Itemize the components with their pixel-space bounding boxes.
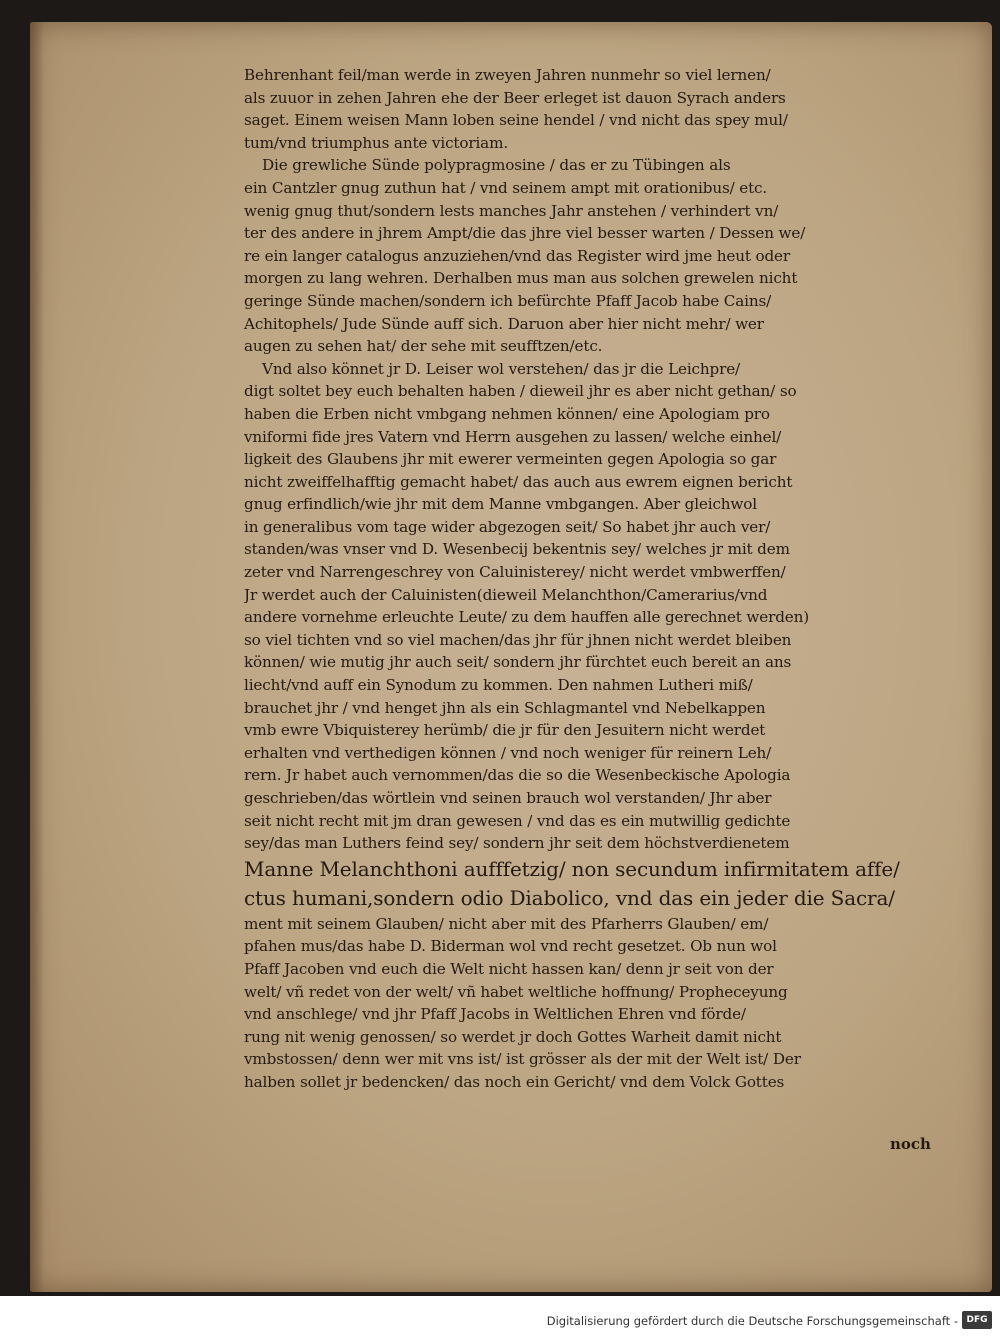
text-line: ment mit seinem Glauben/ nicht aber mit des Pfarherrs Glauben/ em/	[244, 914, 769, 933]
text-line: geringe Sünde machen/sondern ich befürchte Pfaff Jacob habe Cains/	[244, 291, 772, 310]
text-line: nicht zweiffelhafftig gemacht habet/ das auch aus ewrem eignen bericht	[244, 472, 793, 491]
text-line: sey/das man Luthers feind sey/ sondern jhr seit dem höchstverdienetem	[244, 834, 790, 853]
text-line: können/ wie mutig jhr auch seit/ sondern jhr fürchtet euch bereit an ans	[244, 653, 792, 672]
text-line: erhalten vnd verthedigen können / vnd noch weniger für reinern Leh/	[244, 743, 772, 762]
text-line: haben die Erben nicht vmbgang nehmen können/ eine Apologiam pro	[244, 404, 770, 423]
text-line: digt soltet bey euch behalten haben / dieweil jhr es aber nicht gethan/ so	[244, 382, 797, 401]
text-line: so viel tichten vnd so viel machen/das jhr für jhnen nicht werdet bleiben	[244, 630, 792, 649]
text-line: in generalibus vom tage wider abgezogen seit/ So habet jhr auch ver/	[244, 517, 771, 536]
text-line: seit nicht recht mit jm dran gewesen / vnd das es ein mutwillig gedichte	[244, 811, 791, 830]
text-line: vmbstossen/ denn wer mit vns ist/ ist grösser als der mit der Welt ist/ Der	[244, 1050, 801, 1069]
text-line: vmb ewre Vbiquisterey herümb/ die jr für den Jesuitern nicht werdet	[244, 721, 766, 740]
text-line: Jr werdet auch der Caluinisten(dieweil Melanchthon/Camerarius/vnd	[244, 585, 768, 604]
page-text-block	[244, 64, 944, 1094]
text-line: zeter vnd Narrengeschrey von Caluinisterey/ nicht werdet vmbwerffen/	[244, 563, 786, 582]
text-line: saget. Einem weisen Mann loben seine hendel / vnd nicht das spey mul/	[244, 111, 788, 130]
text-line: Achitophels/ Jude Sünde auff sich. Daruon aber hier nicht mehr/ wer	[244, 314, 764, 333]
text-line: welt/ vñ redet von der welt/ vñ habet weltliche hoffnung/ Propheceyung	[244, 982, 788, 1001]
text-line: andere vornehme erleuchte Leute/ zu dem hauffen alle gerechnet werden)	[244, 608, 810, 627]
text-line: geschrieben/das wörtlein vnd seinen brauch wol verstanden/ Jhr aber	[244, 789, 772, 807]
text-line: tum/vnd triumphus ante victoriam.	[244, 133, 509, 152]
dfg-logo-icon: DFG	[962, 1311, 992, 1329]
page-edge-shadow	[30, 22, 44, 1292]
text-line: wenig gnug thut/sondern lests manches Jahr anstehen / verhindert vn/	[244, 201, 779, 220]
funding-notice: Digitalisierung gefördert durch die Deutsche Forschungsgemeinschaft -	[546, 1314, 958, 1328]
text-line: Behrenhant feil/man werde in zweyen Jahren nunmehr so viel lernen/	[244, 66, 771, 84]
text-line: ligkeit des Glaubens jhr mit ewerer vermeinten gegen Apologia so gar	[244, 450, 777, 469]
text-line: ter des andere in jhrem Ampt/die das jhre viel besser warten / Dessen we/	[244, 224, 806, 243]
text-line: morgen zu lang wehren. Derhalben mus man aus solchen grewelen nicht	[244, 269, 798, 288]
text-line: gnug erfindlich/wie jhr mit dem Manne vmbgangen. Aber gleichwol	[244, 495, 757, 514]
text-line: augen zu sehen hat/ der sehe mit seufftzen/etc.	[244, 337, 603, 356]
text-line: Vnd also könnet jr D. Leiser wol verstehen/ das jr die Leichpre/	[262, 359, 741, 378]
text-line: Manne Melanchthoni aufffetzig/ non secundum infirmitatem affe/	[244, 856, 900, 881]
text-line: pfahen mus/das habe D. Biderman wol vnd recht gesetzet. Ob nun wol	[244, 937, 777, 956]
text-line: vniformi fide jres Vatern vnd Herrn ausgehen zu lassen/ welche einhel/	[244, 427, 782, 446]
text-line: ctus humani,sondern odio Diabolico, vnd das ein jeder die Sacra/	[244, 885, 895, 910]
text-line: standen/was vnser vnd D. Wesenbecij bekentnis sey/ welches jr mit dem	[244, 540, 790, 559]
text-line: vnd anschlege/ vnd jhr Pfaff Jacobs in Weltlichen Ehren vnd förde/	[244, 1005, 746, 1024]
text-line: rung nit wenig genossen/ so werdet jr doch Gottes Warheit damit nicht	[244, 1027, 782, 1046]
text-line: rern. Jr habet auch vernommen/das die so die Wesenbeckische Apologia	[244, 766, 791, 785]
catchword: noch	[890, 1135, 931, 1153]
text-line: halben sollet jr bedencken/ das noch ein Gericht/ vnd dem Volck Gottes	[244, 1072, 785, 1091]
text-line: ein Cantzler gnug zuthun hat / vnd seinem ampt mit orationibus/ etc.	[244, 178, 768, 197]
text-line: re ein langer catalogus anzuziehen/vnd das Register wird jme heut oder	[244, 246, 790, 265]
text-line: Pfaff Jacoben vnd euch die Welt nicht hassen kan/ denn jr seit von der	[244, 959, 774, 978]
text-line: liecht/vnd auff ein Synodum zu kommen. Den nahmen Lutheri miß/	[244, 676, 753, 695]
text-line: als zuuor in zehen Jahren ehe der Beer erleget ist dauon Syrach anders	[244, 88, 786, 107]
footer-bar	[0, 1296, 1000, 1339]
text-line: brauchet jhr / vnd henget jhn als ein Schlagmantel vnd Nebelkappen	[244, 698, 766, 717]
text-line: Die grewliche Sünde polypragmosine / das er zu Tübingen als	[262, 156, 731, 175]
